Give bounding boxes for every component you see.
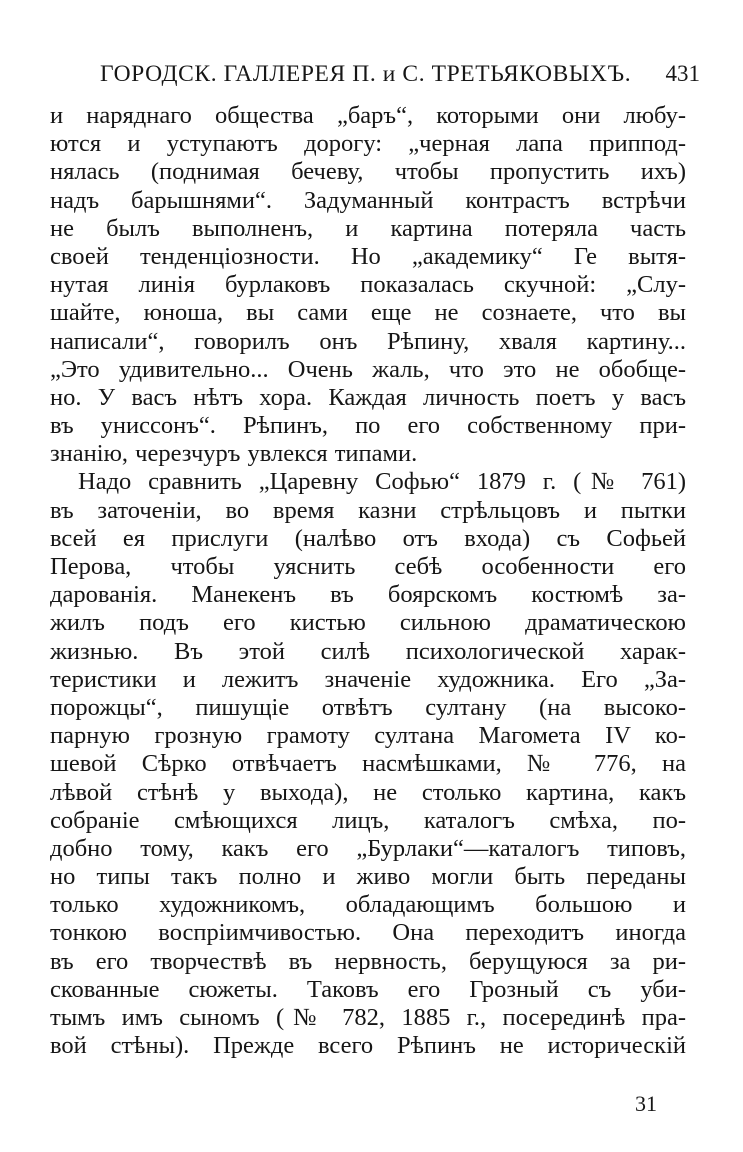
signature-number: 31	[635, 1091, 657, 1116]
text-line: нутая линія бурлаковъ показалась скучной: „Слу-	[50, 271, 686, 299]
text-line: не былъ выполненъ, и картина потеряла часть	[50, 214, 686, 242]
text-line: теристики и лежитъ значеніе художника. Его „За-	[50, 665, 686, 693]
text-line: шайте, юноша, вы сами еще не сознаете, что вы	[50, 299, 686, 327]
text-line: ются и уступаютъ дорогу: „черная лапа приппод-	[50, 130, 686, 158]
text-line: лѣвой стѣнѣ у выхода), не столько картина, какъ	[50, 778, 686, 806]
text-line: и наряднаго общества „баръ“, которыми они любу-	[50, 102, 686, 129]
text-line: жилъ подъ его кистью сильною драматическою	[50, 609, 686, 637]
text-line: тымъ имъ сыномъ (№ 782, 1885 г., посерединѣ пра-	[50, 1004, 686, 1031]
text-line: добно тому, какъ его „Бурлаки“—каталогъ типовъ,	[50, 834, 686, 862]
text-line: всей ея прислуги (налѣво отъ входа) съ Софьей	[50, 524, 686, 552]
text-line: Надо сравнить „Царевну Софью“ 1879 г. (№ 761)	[78, 468, 686, 496]
text-line: въ заточеніи, во время казни стрѣльцовъ и пытки	[50, 496, 686, 524]
text-line: парную грозную грамоту султана Магомета IV ко-	[50, 722, 686, 750]
text-line: тонкою воспріимчивостью. Она переходитъ иногда	[50, 919, 686, 947]
text-line: порожцы“, пишущіе отвѣтъ султану (на высоко-	[50, 693, 686, 721]
text-line: знанію, черезчуръ увлекся типами.	[50, 440, 418, 468]
text-line: „Это удивительно... Очень жаль, что это не обобще-	[50, 355, 686, 383]
text-line: написали“, говорилъ онъ Рѣпину, хваля картину...	[50, 327, 686, 355]
text-line: въ его творчествѣ въ нервность, берущуюся за ри-	[50, 947, 686, 975]
text-line: но типы такъ полно и живо могли быть переданы	[50, 863, 686, 891]
text-line: но. У васъ нѣтъ хора. Каждая личность поетъ у васъ	[50, 383, 686, 411]
body-text	[50, 102, 686, 1060]
text-line: Перова, чтобы уяснить себѣ особенности его	[50, 553, 686, 580]
text-line: жизнью. Въ этой силѣ психологической харак-	[50, 637, 686, 665]
text-line: въ униссонъ“. Рѣпинъ, по его собственному при-	[50, 412, 686, 440]
running-title: ГОРОДСК. ГАЛЛЕРЕЯ П. и С. ТРЕТЬЯКОВЫХЪ.	[100, 61, 632, 87]
text-line: только художникомъ, обладающимъ большою и	[50, 891, 686, 919]
text-line: надъ барышнями“. Задуманный контрастъ встрѣчи	[50, 186, 686, 214]
page-number: 431	[665, 61, 700, 86]
text-line: нялась (поднимая бечеву, чтобы пропустить ихъ)	[50, 158, 686, 186]
running-head	[100, 58, 700, 90]
text-line: вой стѣны). Прежде всего Рѣпинъ не историческій	[50, 1032, 686, 1060]
text-line: дарованія. Манекенъ въ боярскомъ костюмѣ за-	[50, 581, 686, 609]
text-line: собраніе смѣющихся лицъ, каталогъ смѣха, по-	[50, 806, 686, 834]
text-line: скованные сюжеты. Таковъ его Грозный съ уби-	[50, 975, 686, 1003]
text-line: шевой Сѣрко отвѣчаетъ насмѣшками, № 776, на	[50, 750, 686, 778]
text-line: своей тенденціозности. Но „академику“ Ге вытя-	[50, 242, 686, 270]
